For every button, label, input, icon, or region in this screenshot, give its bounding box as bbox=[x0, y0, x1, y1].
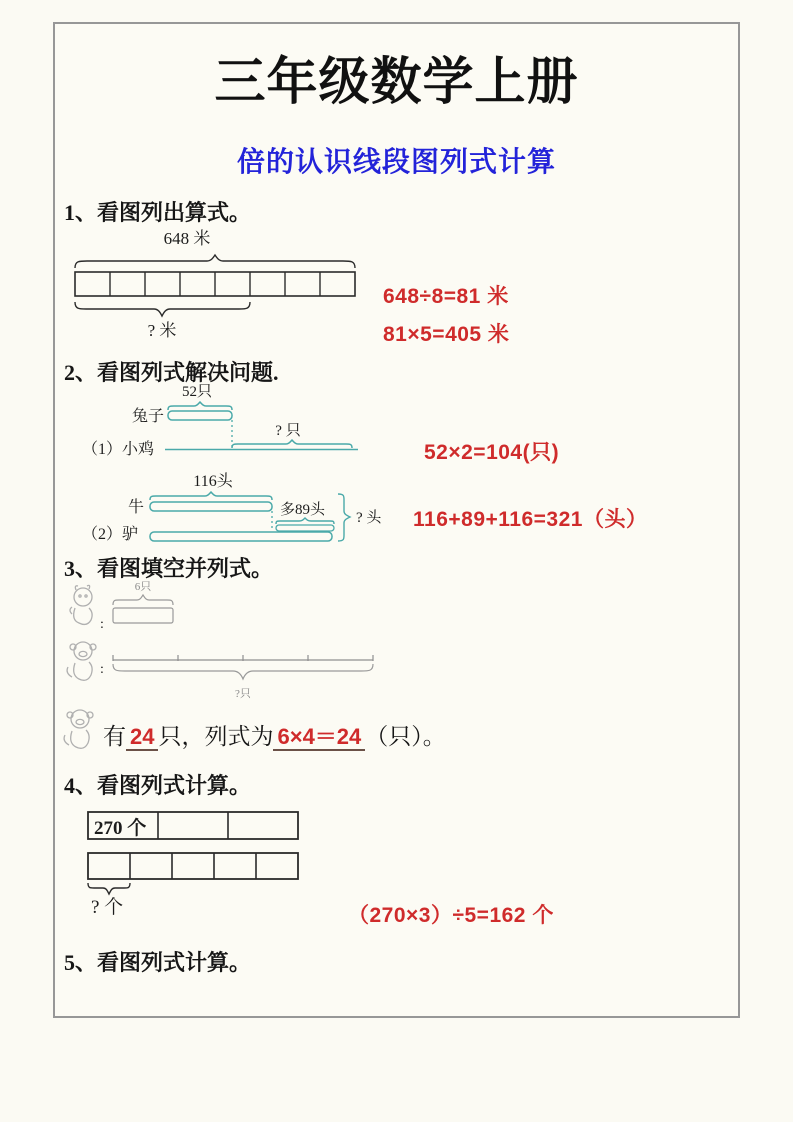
segment-diagram-2a bbox=[80, 378, 410, 462]
fill-mid: 只，列式为 bbox=[158, 724, 274, 749]
section-1-heading: 1、看图列出算式。 bbox=[64, 200, 252, 225]
part-length-label: ? 米 bbox=[147, 321, 177, 340]
segment-diagram-3 bbox=[55, 576, 400, 704]
section-2-heading: 2、看图列式解决问题. bbox=[64, 360, 279, 385]
section-3-heading: 3、看图填空并列式。 bbox=[64, 556, 274, 581]
fill-in-sentence bbox=[103, 718, 446, 751]
cow-bar bbox=[150, 502, 272, 511]
segment-diagram-2b bbox=[80, 462, 420, 554]
segment-diagram-1 bbox=[70, 228, 390, 343]
chick-brace bbox=[232, 440, 352, 448]
fill-blank-2: 6×4＝24 bbox=[273, 724, 365, 751]
small-bar bbox=[113, 608, 173, 623]
answer-2a: 52×2=104(只) bbox=[424, 441, 560, 464]
bottom-bar-outline bbox=[88, 853, 298, 879]
total-length-label: 648 米 bbox=[163, 229, 211, 248]
rabbit-brace bbox=[168, 402, 232, 410]
rabbit-count-label: 52只 bbox=[181, 384, 213, 400]
bottom-brace bbox=[75, 302, 250, 316]
question-brace bbox=[88, 883, 130, 894]
answer-4: （270×3）÷5=162 个 bbox=[348, 904, 554, 927]
rabbit-bar bbox=[168, 411, 232, 420]
chick-row-label: （1）小鸡 bbox=[82, 441, 155, 458]
more-count-label: 多89头 bbox=[280, 502, 326, 518]
fill-pre: 有 bbox=[103, 724, 126, 749]
donkey-bar bbox=[150, 532, 332, 541]
cow-brace bbox=[150, 492, 272, 500]
cow-row-label: 牛 bbox=[127, 499, 144, 516]
monkey-icon-fill bbox=[55, 702, 105, 757]
total-right-brace bbox=[338, 494, 350, 541]
small-brace bbox=[113, 595, 173, 605]
cow-count-label: 116头 bbox=[193, 473, 233, 490]
bar-dividers bbox=[110, 272, 320, 296]
monkey-icon bbox=[67, 642, 96, 680]
rabbit-row-label: 兔子 bbox=[131, 408, 164, 425]
fill-post: （只）。 bbox=[365, 724, 446, 749]
section-4-heading: 4、看图列式计算。 bbox=[64, 773, 252, 798]
answer-1-line-2: 81×5=405 米 bbox=[383, 323, 510, 346]
donkey-row-label: （2）驴 bbox=[82, 526, 139, 543]
worksheet-title: 三年级数学上册 bbox=[214, 55, 579, 111]
segment-diagram-4 bbox=[85, 806, 320, 921]
question-cell-label: ? 个 bbox=[91, 897, 124, 918]
answer-1-line-1: 648÷8=81 米 bbox=[383, 285, 509, 308]
worksheet-subtitle: 倍的认识线段图列式计算 bbox=[236, 146, 556, 177]
top-brace bbox=[75, 255, 355, 268]
total-question-label: ? 头 bbox=[356, 510, 382, 526]
extension-brace bbox=[276, 518, 334, 524]
top-bar-dividers bbox=[158, 812, 228, 839]
bottom-bar-dividers bbox=[130, 853, 256, 879]
monkey-doodle bbox=[64, 710, 93, 748]
chick-question-label: ? 只 bbox=[275, 423, 301, 439]
big-bottom-brace bbox=[113, 664, 373, 679]
fill-blank-1: 24 bbox=[126, 724, 158, 751]
six-count-label: 6只 bbox=[134, 581, 152, 593]
extension-bar bbox=[276, 525, 334, 531]
question-count-label: ?只 bbox=[235, 688, 251, 700]
chick-icon bbox=[70, 585, 92, 624]
answer-2b: 116+89+116=321（头） bbox=[413, 508, 648, 531]
section-5-heading: 5、看图列式计算。 bbox=[64, 950, 252, 975]
cell-count-label: 270 个 bbox=[94, 818, 147, 839]
colon-1: : bbox=[100, 617, 104, 632]
colon-2: : bbox=[100, 662, 104, 677]
